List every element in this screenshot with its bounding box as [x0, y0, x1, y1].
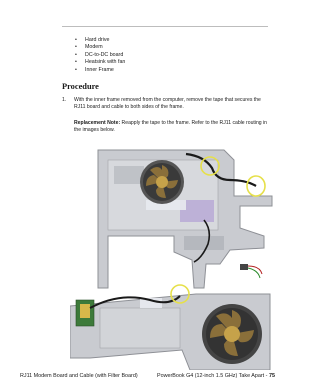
footer-section-title: RJ11 Modem Board and Cable (with Filter Board): [20, 373, 138, 379]
fan-icon: [202, 304, 262, 364]
list-item: • Modem: [75, 44, 103, 51]
bullet-icon: •: [75, 51, 77, 58]
note-label: Replacement Note:: [74, 120, 121, 126]
list-item: • Hard drive: [75, 37, 110, 43]
frame-photo-bottom: [70, 278, 274, 370]
bullet-icon: •: [75, 59, 77, 66]
procedure-heading: Procedure: [62, 82, 99, 91]
fan-icon: [140, 160, 184, 204]
step-text: With the inner frame removed from the computer, remove the tape that secures the RJ11 board and cable to both sides of the frame.: [74, 97, 261, 111]
footer-manual-title: PowerBook G4 (12-inch 1.5 GHz) Take Apart - 75: [157, 373, 275, 379]
bullet-icon: •: [75, 66, 77, 73]
header-rule: [62, 26, 268, 27]
step-number: 1.: [62, 97, 67, 103]
bullet-icon: •: [75, 44, 77, 51]
list-item: • Heatsink with fan: [75, 59, 126, 66]
list-item: • Inner Frame: [75, 66, 114, 73]
removal-list: [75, 37, 125, 74]
page-number: 75: [268, 373, 275, 379]
replacement-note: [74, 120, 270, 135]
bullet-icon: •: [75, 37, 77, 43]
frame-photo-top: [84, 140, 274, 290]
list-item: • DC-to-DC board: [75, 51, 124, 58]
note-text: Reapply the tape to the frame. Refer to the RJ11 cable routing in the images below.: [74, 120, 268, 134]
